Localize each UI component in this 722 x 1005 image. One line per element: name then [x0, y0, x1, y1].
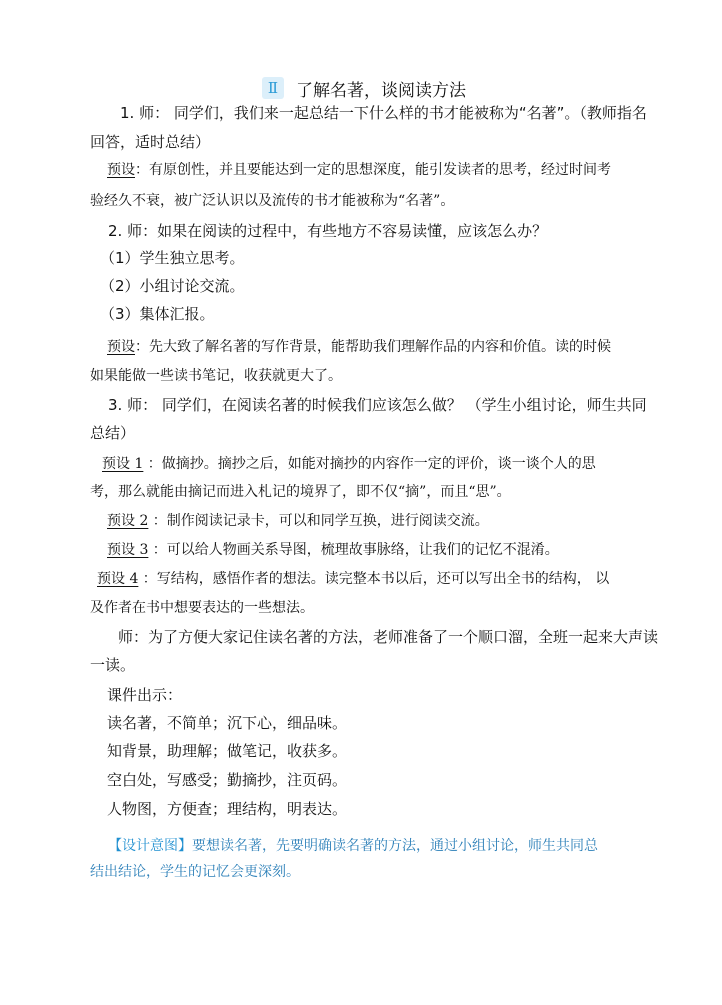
q3-line-2: 总结） [90, 424, 136, 442]
section-title: 了解名著，谈阅读方法 [296, 80, 466, 101]
teacher-line-1: 师：为了方便大家记住读名著的方法，老师准备了一个顺口溜，全班一起来大声读 [118, 628, 659, 646]
q3-line-1: 3. 师： 同学们，在阅读名著的时候我们应该怎么做？ （学生小组讨论，师生共同 [108, 396, 647, 414]
preset-label: 预设 4 [97, 571, 139, 587]
q2-item-1: （1）学生独立思考。 [100, 249, 245, 267]
courseware-line-4: 人物图，方便查；理结构，明表达。 [107, 800, 348, 818]
q2-answer-line-1 [107, 337, 611, 357]
preset-label: 预设 3 [107, 542, 149, 558]
courseware-line-1: 读名著，不简单；沉下心，细品味。 [107, 714, 348, 732]
q1-answer-text: ：有原创性，并且要能达到一定的思想深度，能引发读者的思考，经过时间考 [135, 162, 611, 178]
q1-line-2: 回答，适时总结） [90, 133, 211, 151]
q2-item-2: （2）小组讨论交流。 [100, 277, 245, 295]
preset-text: ：写结构，感悟作者的想法。读完整本书以后，还可以写出全书的结构， 以 [138, 571, 610, 587]
q1-answer-line-1 [107, 160, 611, 180]
q3-preset-4-line-1 [97, 569, 609, 589]
courseware-line-2: 知背景，助理解；做笔记，收获多。 [107, 742, 348, 760]
preset-text: ：可以给人物画关系导图，梳理故事脉络，让我们的记忆不混淆。 [148, 542, 559, 558]
teacher-line-2: 一读。 [90, 656, 136, 674]
q2-item-3: （3）集体汇报。 [100, 305, 215, 323]
q3-preset-4-line-2: 及作者在书中想要表达的一些想法。 [90, 600, 314, 616]
design-intent-line-2: 结出结论，学生的记忆会更深刻。 [90, 864, 300, 880]
q2-line-1: 2. 师：如果在阅读的过程中，有些地方不容易读懂，应该怎么办？ [108, 222, 548, 240]
design-intent-label: 【设计意图】 [108, 838, 192, 854]
q2-answer-line-2: 如果能做一些读书笔记，收获就更大了。 [90, 368, 342, 384]
design-intent-line-1 [108, 836, 598, 856]
preset-text: ：做摘抄。摘抄之后，如能对摘抄的内容作一定的评价，谈一谈个人的思 [143, 456, 596, 472]
courseware-line-3: 空白处，写感受；勤摘抄，注页码。 [107, 771, 348, 789]
q2-answer-text: ：先大致了解名著的写作背景，能帮助我们理解作品的内容和价值。读的时候 [135, 339, 611, 355]
q3-preset-2-line-1 [107, 511, 489, 531]
preset-label: 预设 [107, 162, 135, 178]
q3-preset-3-line-1 [107, 540, 559, 560]
preset-label: 预设 [107, 339, 135, 355]
preset-label: 预设 2 [107, 513, 149, 529]
design-intent-text: 要想读名著，先要明确读名著的方法，通过小组讨论，师生共同总 [192, 838, 598, 854]
preset-text: ：制作阅读记录卡，可以和同学互换，进行阅读交流。 [148, 513, 489, 529]
q1-line-1: 1. 师： 同学们，我们来一起总结一下什么样的书才能被称为“名著”。（教师指名 [120, 104, 647, 122]
section-number-badge: Ⅱ [262, 77, 284, 99]
preset-label: 预设 1 [102, 456, 144, 472]
courseware-label: 课件出示： [107, 686, 183, 704]
q3-preset-1-line-2: 考，那么就能由摘记而进入札记的境界了，即不仅“摘”，而且“思”。 [90, 484, 511, 500]
q3-preset-1-line-1 [102, 454, 596, 474]
section-heading [262, 76, 466, 100]
q1-answer-line-2: 验经久不衰，被广泛认识以及流传的书才能被称为“名著”。 [90, 193, 455, 209]
